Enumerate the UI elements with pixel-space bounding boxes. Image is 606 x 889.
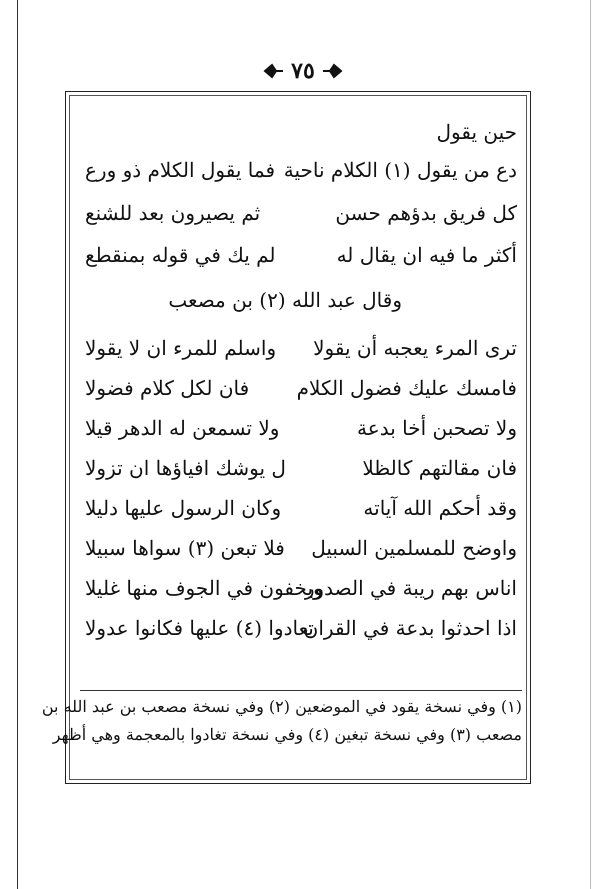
verse-first-half: أكثر ما فيه ان يقال له [336, 243, 517, 267]
ornament-icon [321, 62, 343, 80]
page-number: ٧٥ [291, 58, 315, 84]
footnote-line: مصعب (٣) وفي نسخة تبغين (٤) وفي نسخة تغادوا بالمعجمة وهي أظهر [52, 725, 522, 744]
verse-second-half: ثم يصيرون بعد للشنع [85, 201, 261, 225]
verse-second-half: وكان الرسول عليها دليلا [85, 496, 282, 520]
verse-first-half: ولا تصحبن أخا بدعة [357, 416, 517, 440]
intro-line: حين يقول [436, 120, 517, 144]
verse-second-half: ل يوشك افياؤها ان تزولا [85, 456, 286, 480]
verse-second-half: فما يقول الكلام ذو ورع [85, 158, 276, 182]
verse-first-half: دع من يقول (١) الكلام ناحية [283, 158, 517, 182]
verse-second-half: فلا تبعن (٣) سواها سبيلا [85, 536, 285, 560]
verse [85, 331, 517, 365]
right-page-edge [590, 0, 591, 889]
verse [85, 451, 517, 485]
verse-second-half: تعادوا (٤) عليها فكانوا عدولا [85, 616, 314, 640]
intro-line: وقال عبد الله (٢) بن مصعب [168, 288, 402, 312]
verse-first-half: اذا احدثوا بدعة في القران [303, 616, 517, 640]
verse [85, 411, 517, 445]
verse [85, 611, 517, 645]
verse [85, 491, 517, 525]
verse [85, 238, 517, 272]
verse [85, 371, 517, 405]
verse-first-half: وقد أحكم الله آياته [363, 496, 517, 520]
verse-second-half: لم يك في قوله بمنقطع [85, 243, 276, 267]
verse-second-half: واسلم للمرء ان لا يقولا [85, 336, 277, 360]
footnotes [41, 690, 522, 744]
verse [85, 571, 517, 605]
verse [85, 196, 517, 230]
verse-second-half: ولا تسمعن له الدهر قيلا [85, 416, 280, 440]
verse [85, 153, 517, 187]
verse-second-half: فان لكل كلام فضولا [85, 376, 250, 400]
verse-first-half: فان مقالتهم كالظلا [362, 456, 517, 480]
verse-first-half: ترى المرء يعجبه أن يقولا [313, 336, 517, 360]
footnote-line: (١) وفي نسخة يقود في الموضعين (٢) وفي نسخة مصعب بن عبد الله بن [41, 697, 522, 716]
verse-first-half: فامسك عليك فضول الكلام [296, 376, 517, 400]
verse-first-half: واوضح للمسلمين السبيل [311, 536, 517, 560]
verse [85, 531, 517, 565]
left-page-edge [17, 0, 18, 889]
page-header [0, 55, 606, 87]
verse-first-half: اناس بهم ريبة في الصدور [304, 576, 517, 600]
verse-second-half: ويخفون في الجوف منها غليلا [85, 576, 323, 600]
ornament-icon [263, 62, 285, 80]
verse-first-half: كل فريق بدؤهم حسن [335, 201, 517, 225]
